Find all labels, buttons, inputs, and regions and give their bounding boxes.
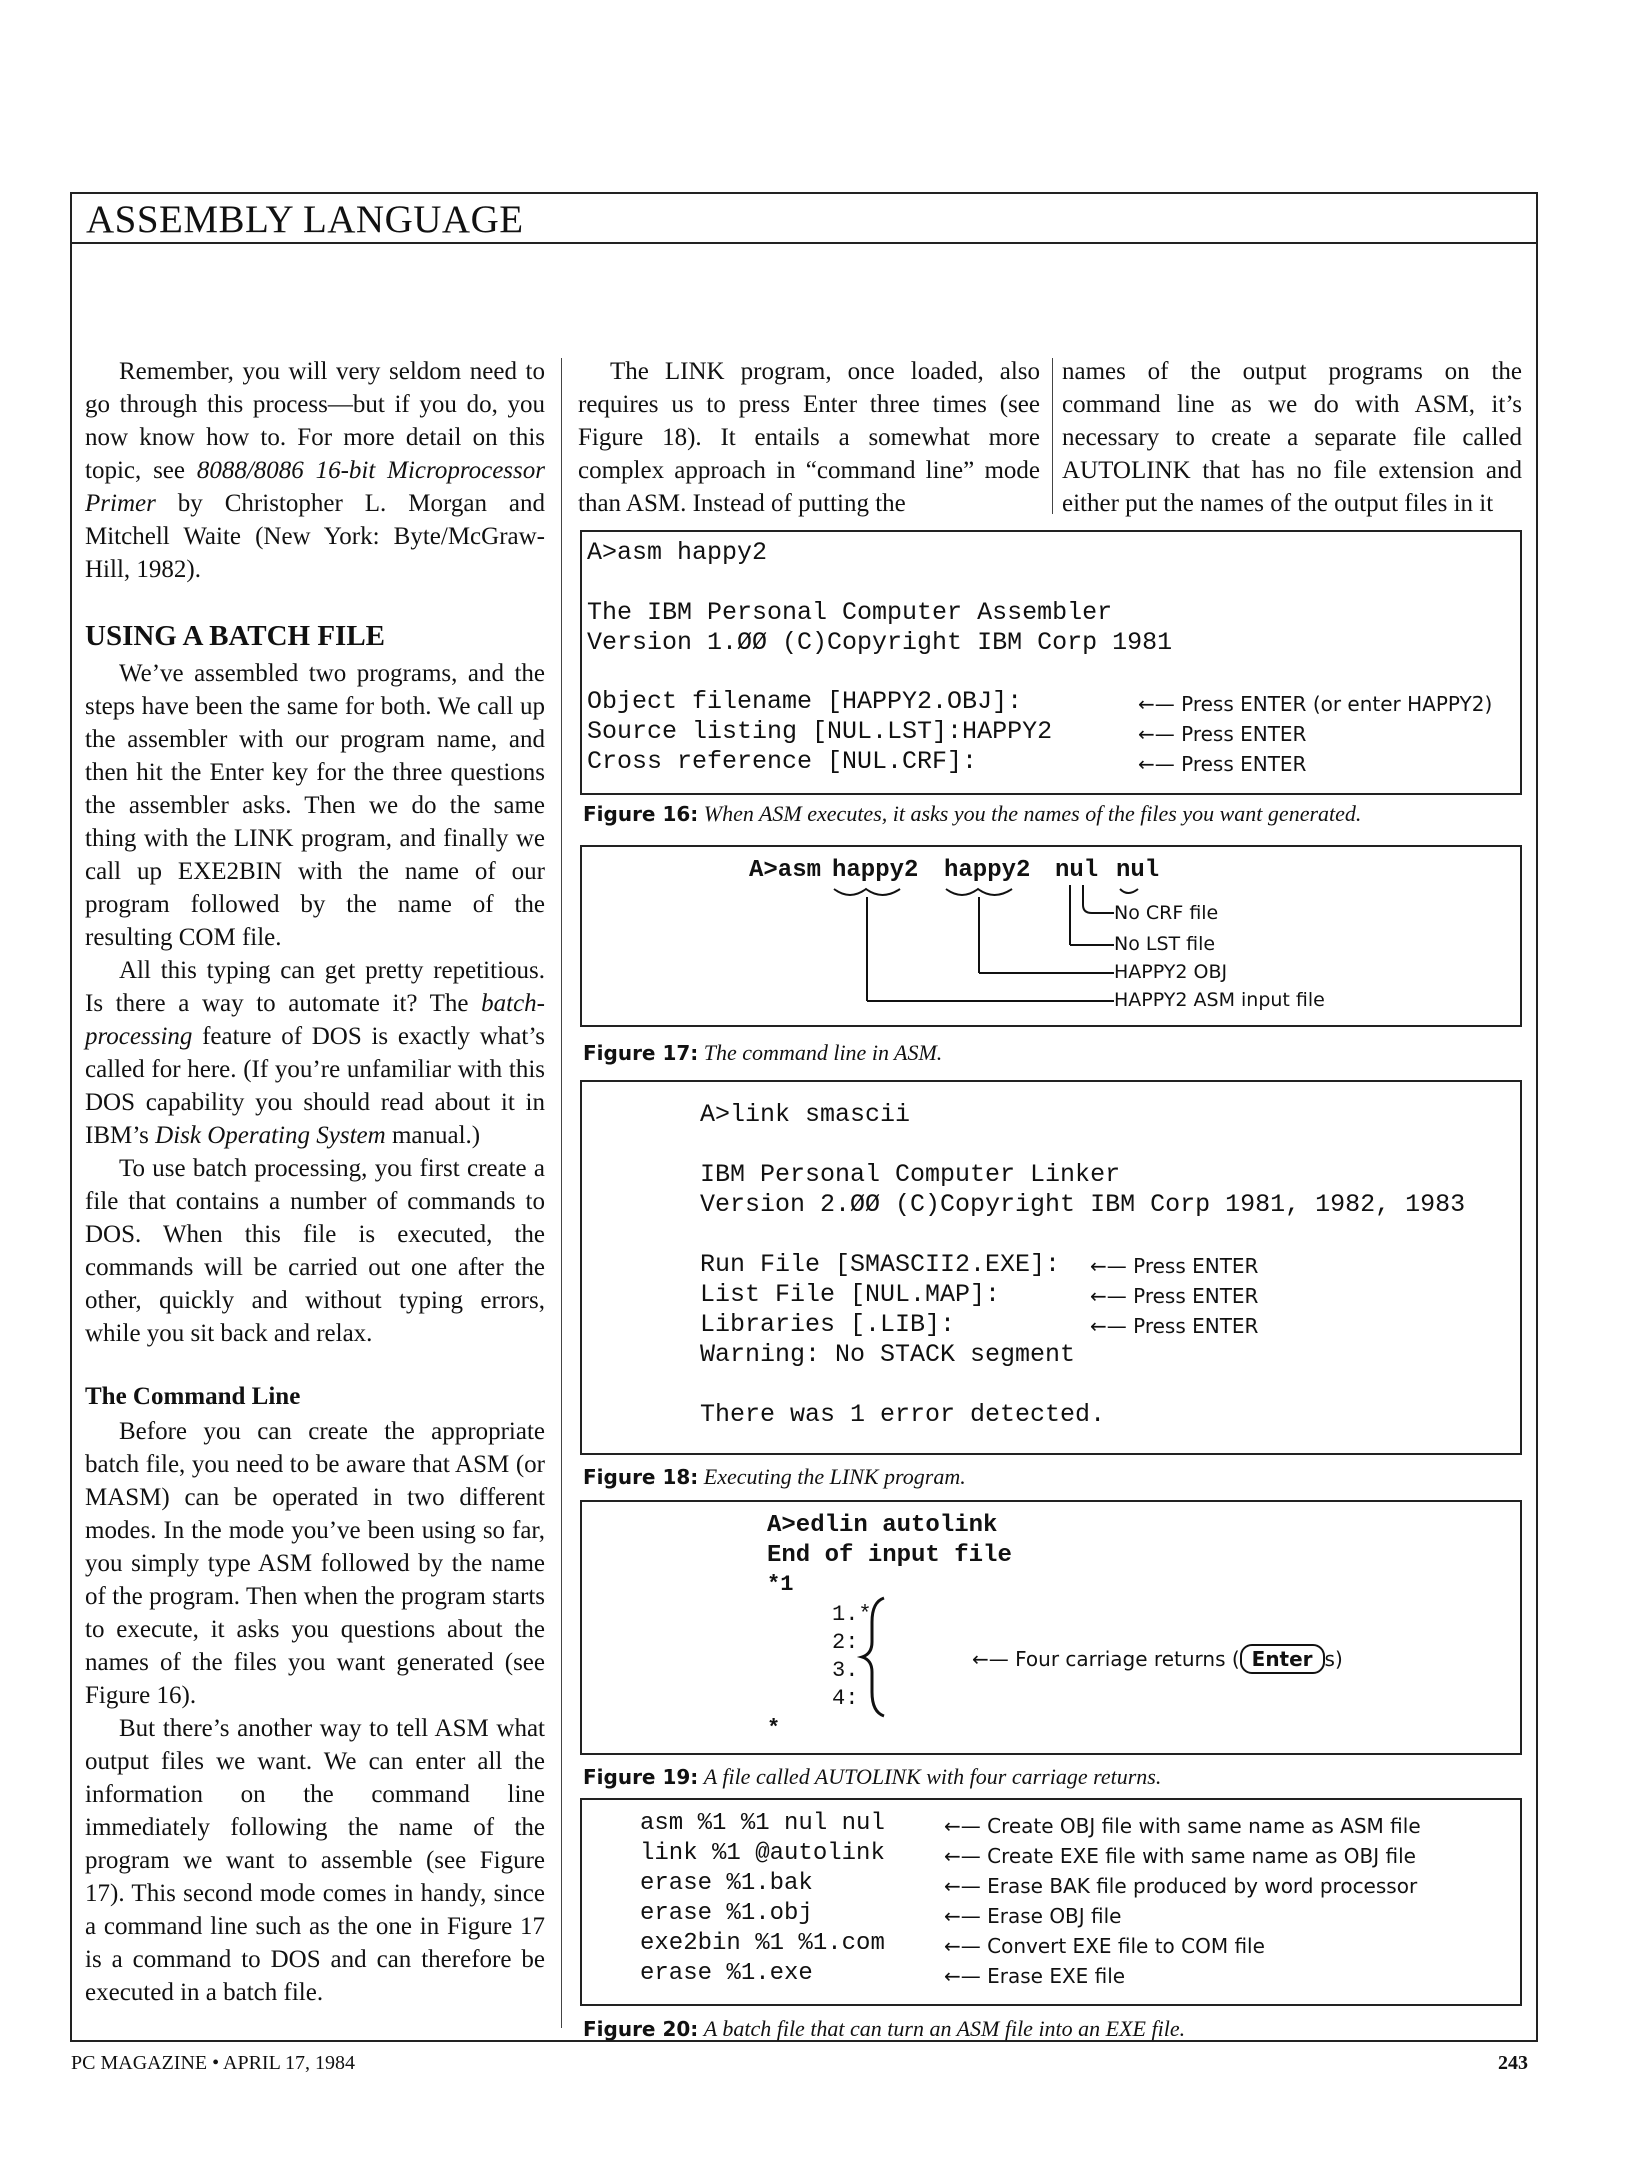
page-number: 243 xyxy=(1498,2052,1528,2074)
code-line: IBM Personal Computer Linker xyxy=(700,1160,1121,1189)
header-rule xyxy=(70,242,1538,244)
paragraph: Before you can create the appropriate batch file, you need to be aware that ASM (or MASM) can be operated in two different modes. In the mode you’ve been using so far, you simply type ASM followed by the name of the program. Then when the program starts to execute, it asks you questions about the names of the files you want generated (see Figure 16). xyxy=(85,1418,545,1709)
annotation: ←— Press ENTER xyxy=(1090,1284,1259,1308)
code-line: A>link smascii xyxy=(700,1100,911,1129)
line-number: 3. xyxy=(832,1658,859,1683)
figure-20-box xyxy=(580,1798,1522,2006)
diagram-label: No CRF file xyxy=(1114,902,1219,924)
figure-16-box xyxy=(580,530,1522,795)
line-number: 1.* xyxy=(832,1602,872,1627)
footer-publication: PC MAGAZINE • APRIL 17, 1984 xyxy=(71,2052,356,2074)
diagram-label: HAPPY2 ASM input file xyxy=(1114,989,1325,1011)
left-column xyxy=(85,355,545,2009)
code-line: Cross reference [NUL.CRF]: xyxy=(587,747,978,776)
heading-command-line: The Command Line xyxy=(85,1383,301,1410)
code-line: Object filename [HAPPY2.OBJ]: xyxy=(587,687,1023,716)
code-line: There was 1 error detected. xyxy=(700,1400,1106,1429)
annotation: ←— Press ENTER xyxy=(1138,752,1307,776)
paragraph: We’ve assembled two programs, and the steps have been the same for both. We call up the assembler with our program name, and then hit the Enter key for the three questions the assembler asks. Then we do the same thing with the LINK program, and finally we call up EXE2BIN with the name of our program followed by the name of the resulting COM file. xyxy=(85,660,545,951)
command-arg: happy2 xyxy=(832,857,919,884)
annotation: ←— Press ENTER xyxy=(1138,722,1307,746)
annotation: ←— Four carriage returns ( Enter s) xyxy=(972,1644,1343,1674)
figure-16-caption: Figure 16: When ASM executes, it asks you the names of the files you want generated. xyxy=(583,801,1362,826)
annotation: ←— Convert EXE file to COM file xyxy=(944,1934,1265,1958)
code-line: A>edlin autolink xyxy=(767,1512,998,1539)
annotation: ←— Create OBJ file with same name as ASM file xyxy=(944,1814,1421,1838)
book-title: 8088/8086 16-bit Microprocessor Primer xyxy=(85,457,545,517)
paragraph: Remember, you will very seldom need to go through this process—but if you do, you now know how to. For more detail on this topic, see 8088/8086 16-bit Microprocessor Primer by Christopher L. Morgan and Mitchell Waite (New York: Byte/McGraw-Hill, 1982). xyxy=(85,358,545,583)
code-line: Version 1.ØØ (C)Copyright IBM Corp 1981 xyxy=(587,628,1173,657)
annotation: ←— Erase EXE file xyxy=(944,1964,1126,1988)
heading-using-batch-file: USING A BATCH FILE xyxy=(85,620,386,652)
command-arg: nul xyxy=(1116,857,1160,884)
code-line: *1 xyxy=(767,1572,794,1597)
annotation: ←— Create EXE file with same name as OBJ file xyxy=(944,1844,1416,1868)
figure-19-caption: Figure 19: A file called AUTOLINK with four carriage returns. xyxy=(583,1764,1162,1789)
figure-20-caption: Figure 20: A batch file that can turn an ASM file into an EXE file. xyxy=(583,2016,1186,2041)
command-arg: happy2 xyxy=(944,857,1031,884)
column-divider xyxy=(1052,358,1053,514)
right-column-text: names of the output programs on the command line as we do with ASM, it’s necessary to create a separate file called AUTOLINK that has no file extension and either put the names of the output files in it xyxy=(1062,358,1522,517)
column-divider xyxy=(561,358,562,2028)
annotation: ←— Press ENTER (or enter HAPPY2) xyxy=(1138,692,1493,716)
line-number: 2: xyxy=(832,1630,859,1655)
command-diagram-lines xyxy=(582,847,1520,1025)
enter-key-label: Enter xyxy=(1240,1644,1325,1674)
code-line: Libraries [.LIB]: xyxy=(700,1310,956,1339)
batch-command: exe2bin %1 %1.com xyxy=(640,1930,885,1957)
batch-command: erase %1.bak xyxy=(640,1870,813,1897)
paragraph: All this typing can get pretty repetitious. Is there a way to automate it? The batch-processing feature of DOS is exactly what’s called for here. (If you’re unfamiliar with this DOS capability you should read about it in IBM’s Disk Operating System manual.) xyxy=(85,957,545,1149)
annotation: ←— Erase OBJ file xyxy=(944,1904,1122,1928)
annotation: ←— Press ENTER xyxy=(1090,1254,1259,1278)
command-arg: nul xyxy=(1055,857,1099,884)
code-line: Source listing [NUL.LST]:HAPPY2 xyxy=(587,717,1053,746)
diagram-label: HAPPY2 OBJ xyxy=(1114,961,1228,983)
middle-column-text: The LINK program, once loaded, also requires us to press Enter three times (see Figure 18). It entails a somewhat more complex approach in “command line” mode than ASM. Instead of putting the xyxy=(578,358,1040,517)
batch-command: erase %1.obj xyxy=(640,1900,813,1927)
code-line: List File [NUL.MAP]: xyxy=(700,1280,1001,1309)
annotation: ←— Press ENTER xyxy=(1090,1314,1259,1338)
figure-18-caption: Figure 18: Executing the LINK program. xyxy=(583,1464,966,1489)
code-line: * xyxy=(767,1716,781,1741)
batch-command: asm %1 %1 nul nul xyxy=(640,1810,885,1837)
brace-mark xyxy=(582,1502,1520,1752)
figure-17-caption: Figure 17: The command line in ASM. xyxy=(583,1040,943,1065)
paragraph: To use batch processing, you first create a file that contains a number of commands to DOS. When this file is executed, the commands will be carried out one after the other, quickly and without typing errors, while you sit back and relax. xyxy=(85,1155,545,1347)
batch-command: erase %1.exe xyxy=(640,1960,813,1987)
code-line: End of input file xyxy=(767,1542,1012,1569)
code-line: A>asm happy2 xyxy=(587,538,768,567)
code-line: Version 2.ØØ (C)Copyright IBM Corp 1981, 1982, 1983 xyxy=(700,1190,1466,1219)
line-number: 4: xyxy=(832,1686,859,1711)
diagram-label: No LST file xyxy=(1114,933,1216,955)
section-title: ASSEMBLY LANGUAGE xyxy=(86,198,524,241)
batch-command: link %1 @autolink xyxy=(640,1840,885,1867)
command-prompt: A>asm xyxy=(749,857,822,884)
figure-19-box xyxy=(580,1500,1522,1755)
figure-17-box xyxy=(580,845,1522,1027)
code-line: Warning: No STACK segment xyxy=(700,1340,1076,1369)
annotation: ←— Erase BAK file produced by word processor xyxy=(944,1874,1418,1898)
code-line: Run File [SMASCII2.EXE]: xyxy=(700,1250,1061,1279)
paragraph: But there’s another way to tell ASM what output files we want. We can enter all the information on the command line immediately following the name of the program we want to assemble (see Figure 17). This second mode comes in handy, since a command line such as the one in Figure 17 is a command to DOS and can therefore be executed in a batch file. xyxy=(85,1715,545,2006)
code-line: The IBM Personal Computer Assembler xyxy=(587,598,1113,627)
figure-18-box xyxy=(580,1080,1522,1455)
